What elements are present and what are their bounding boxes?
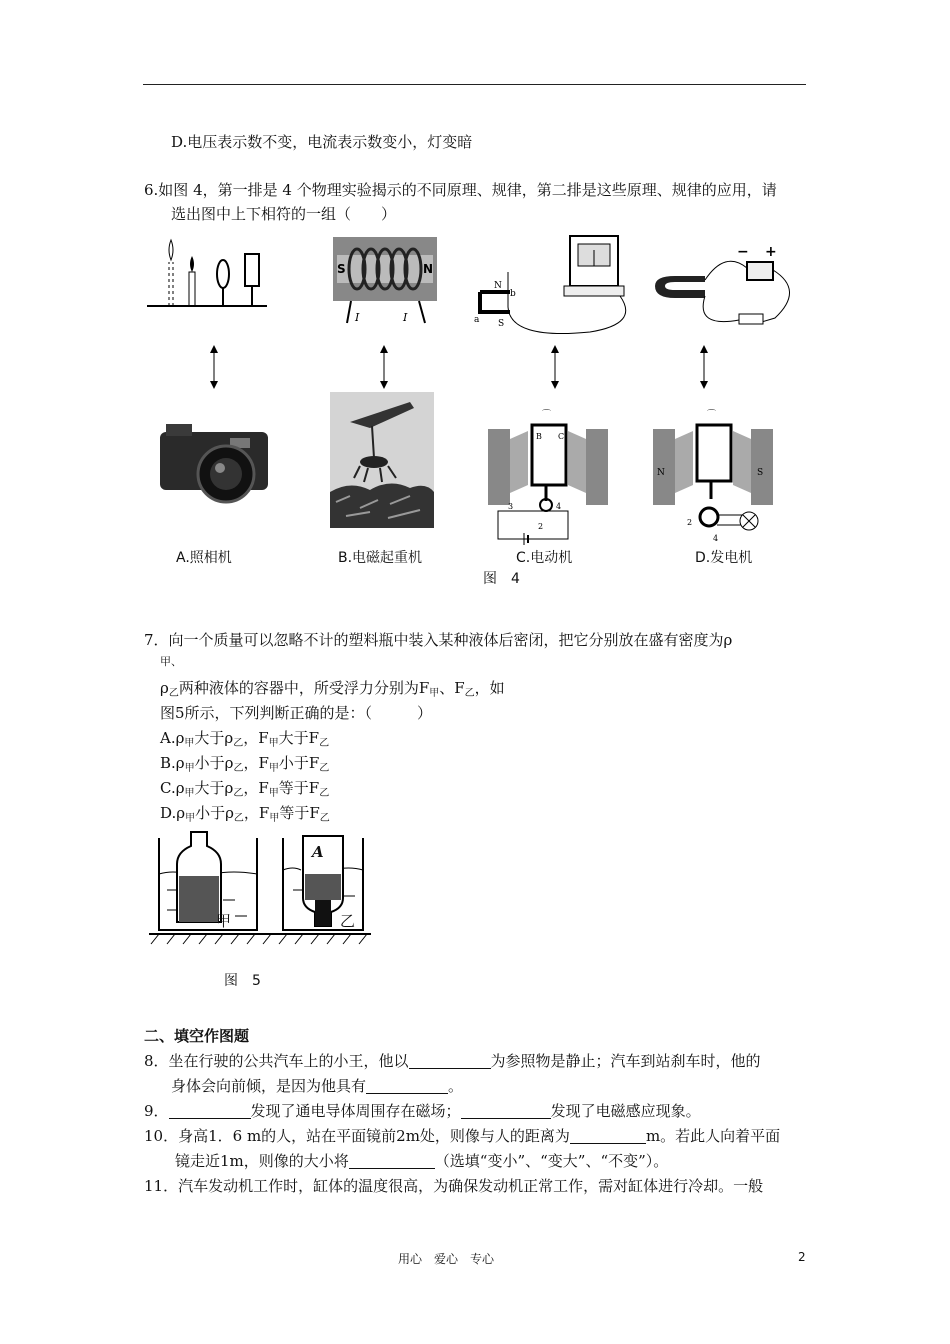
arrow-a — [208, 345, 220, 389]
candle-lens-screen-image — [147, 232, 267, 312]
section2-title: 二、填空作图题 — [144, 1027, 250, 1045]
svg-text:I: I — [355, 311, 360, 324]
svg-text:C: C — [558, 432, 565, 441]
svg-text:N: N — [657, 468, 665, 478]
svg-text:S: S — [337, 262, 346, 276]
bottle2-label: A — [312, 843, 324, 861]
footer-text: 用心 爱心 专心 — [398, 1252, 495, 1266]
svg-text:3: 3 — [508, 502, 514, 511]
svg-text:N: N — [494, 281, 502, 291]
q5-option-d: D.电压表示数不变，电流表示数变小，灯变暗 — [171, 133, 473, 151]
q7-line1b: 甲、 — [160, 655, 182, 668]
galvanometer-circuit-image — [470, 232, 640, 342]
caption-c: C.电动机 — [516, 550, 573, 566]
q10-line1: 10．身高1．6 m的人，站在平面镜前2m处，则像与人的距离为 m。若此人向着平面 — [144, 1127, 781, 1145]
q7-line3: 图5所示，下列判断正确的是：（ ） — [160, 704, 433, 722]
svg-text:S: S — [498, 319, 505, 329]
caption-d: D.发电机 — [695, 550, 753, 566]
svg-text:S: S — [757, 468, 764, 478]
svg-text:b: b — [510, 289, 516, 299]
svg-text:4: 4 — [713, 534, 719, 543]
arrow-c — [549, 345, 561, 389]
figure4-label: 图 4 — [483, 571, 520, 587]
figure5-bottles-image — [143, 830, 375, 954]
electric-motor-image — [488, 405, 608, 545]
svg-text:N: N — [423, 262, 434, 276]
electromagnetic-crane-image — [330, 392, 434, 528]
liquid2-label: 乙 — [340, 912, 356, 930]
q7-option-d: $D.\rho_甲$小于$\rho_乙$，$F_甲$等于$F_乙$ — [160, 804, 330, 824]
liquid1-label: 甲 — [216, 912, 232, 930]
svg-text:⌒: ⌒ — [542, 410, 552, 420]
q6-line1: 6.如图 4，第一排是 4 个物理实验揭示的不同原理、规律，第二排是这些原理、规律的应用，请 — [144, 181, 777, 199]
caption-a: A.照相机 — [176, 550, 232, 566]
q8-line2: 身体会向前倾，是因为他具有 。 — [171, 1077, 464, 1095]
svg-text:B: B — [536, 432, 542, 441]
q8-line1: 8．坐在行驶的公共汽车上的小王，他以 为参照物是静止；汽车到站刹车时，他的 — [144, 1052, 761, 1070]
svg-text:⌒: ⌒ — [707, 410, 717, 420]
q7-option-b: $B.\rho_甲$小于$\rho_乙$，$F_甲$小于$F_乙$ — [160, 754, 330, 774]
solenoid-image — [333, 237, 437, 325]
camera-image — [158, 418, 270, 504]
q7-line1: 7．向一个质量可以忽略不计的塑料瓶中装入某种液体后密闭，把它分别放在盛有密度为ρ — [144, 631, 733, 649]
figure5-label: 图 5 — [224, 973, 261, 989]
q10-line2: 镜走近1m，则像的大小将 （选填“变小”、“变大”、“不变”）。 — [175, 1152, 669, 1170]
svg-text:I: I — [403, 311, 408, 324]
arrow-d — [698, 345, 710, 389]
svg-text:2: 2 — [538, 522, 544, 531]
bottle1-label: A — [194, 855, 206, 873]
header-rule — [143, 84, 806, 85]
svg-text:2: 2 — [687, 518, 693, 527]
svg-text:+: + — [765, 244, 777, 260]
svg-text:a: a — [474, 315, 480, 325]
q7-option-c: $C.\rho_甲$大于$\rho_乙$，$F_甲$等于$F_乙$ — [160, 779, 330, 799]
svg-text:−: − — [737, 244, 749, 260]
generator-image — [653, 405, 773, 545]
page-number: 2 — [798, 1250, 806, 1264]
q6-line2: 选出图中上下相符的一组（ ） — [171, 205, 397, 223]
electromagnet-battery-image — [655, 240, 805, 330]
q9-line: 9． 发现了通电导体周围存在磁场； 发现了电磁感应现象。 — [144, 1102, 701, 1120]
q7-option-a: $A.\rho_甲$大于$\rho_乙$，$F_甲$大于$F_乙$ — [160, 729, 330, 749]
q7-line2: $\rho_乙$两种液体的容器中，所受浮力分别为$F_甲$、$F_乙$，如 — [160, 679, 505, 699]
arrow-b — [378, 345, 390, 389]
caption-b: B.电磁起重机 — [338, 550, 423, 566]
q11-line1: 11．汽车发动机工作时，缸体的温度很高，为确保发动机正常工作，需对缸体进行冷却。一般 — [144, 1177, 764, 1195]
svg-text:4: 4 — [556, 502, 562, 511]
